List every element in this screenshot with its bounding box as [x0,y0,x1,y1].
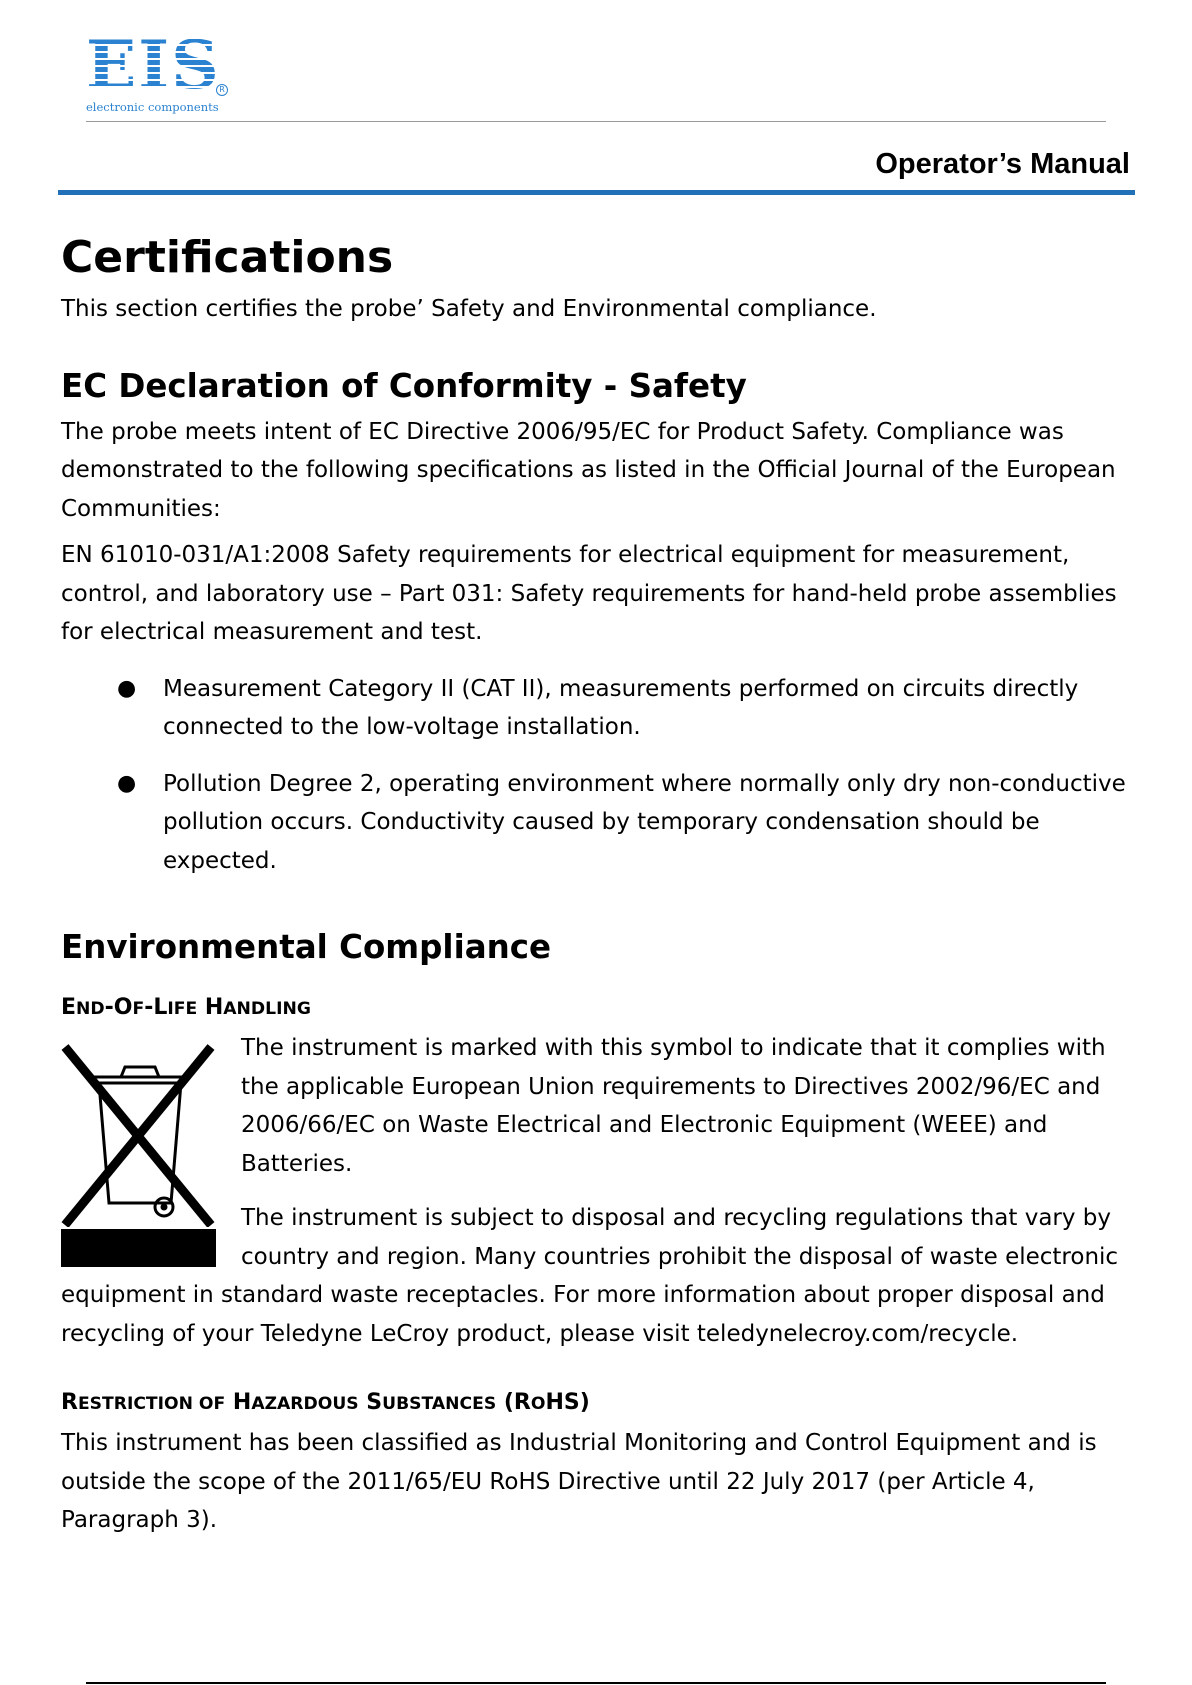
bullet-dot-icon: ● [117,675,137,701]
weee-black-bar [61,1229,216,1267]
ec-declaration-paragraph-1: The probe meets intent of EC Directive 2006/95/EC for Product Safety. Compliance was demonstrated to the following specifications as listed in the Official Journal of the European Communities: [61,418,1116,522]
weee-symbol [61,1037,219,1267]
header-divider [86,121,1106,122]
list-item [61,765,1136,881]
registered-mark-icon: R [216,84,228,96]
safety-bullet-list [61,670,1136,881]
environmental-title: Environmental Compliance [61,928,552,966]
ec-declaration-paragraph-2: EN 61010-031/A1:2008 Safety requirements for electrical equipment for measurement, control, and laboratory use – Part 031: Safety requirements for hand-held probe assemblies for electrical measurement and test. [61,542,1117,645]
bullet-text: Pollution Degree 2, operating environment where normally only dry non-conductive pollution occurs. Conductivity caused by temporary condensation should be expected. [163,770,1126,874]
page-content [61,226,1136,1540]
rohs-heading: RESTRICTION OF HAZARDOUS SUBSTANCES (ROHS) [61,1390,590,1415]
certifications-title: Certifications [61,232,394,283]
end-of-life-paragraph-1: The instrument is marked with this symbol to indicate that it complies with the applicable European Union requirements to Directives 2002/96/EC and 2006/66/EC on Waste Electrical and Electronic Equipment (WEEE) and Batteries. [241,1035,1106,1177]
certifications-intro: This section certifies the probe’ Safety and Environmental compliance. [61,296,877,322]
logo-tagline: electronic components [86,100,219,114]
list-item [61,670,1136,747]
footer-rule [86,1682,1106,1684]
rohs-paragraph: This instrument has been classified as Industrial Monitoring and Control Equipment and is outside the scope of the 2011/65/EU RoHS Directive until 22 July 2017 (per Article 4, Paragraph 3). [61,1430,1097,1533]
eis-logo [86,26,238,116]
bullet-dot-icon: ● [117,770,137,796]
crossed-out-wheelie-bin-icon [61,1037,219,1227]
manual-title: Operator’s Manual [875,148,1130,180]
ec-declaration-title: EC Declaration of Conformity - Safety [61,366,747,405]
end-of-life-heading: END-OF-LIFE HANDLING [61,995,311,1020]
end-of-life-paragraph-2: The instrument is subject to disposal and recycling regulations that vary by country and region. Many countries prohibit the disposal of waste electronic equipment in standard waste receptacles. For more information about proper disposal and recycling of your Teledyne LeCroy product, please visit teledynelecroy.com/recycle. [61,1205,1119,1347]
logo-letters: EIS [86,26,221,104]
bullet-text: Measurement Category II (CAT II), measurements performed on circuits directly connected to the low-voltage installation. [163,675,1079,740]
header-blue-rule [58,190,1135,195]
